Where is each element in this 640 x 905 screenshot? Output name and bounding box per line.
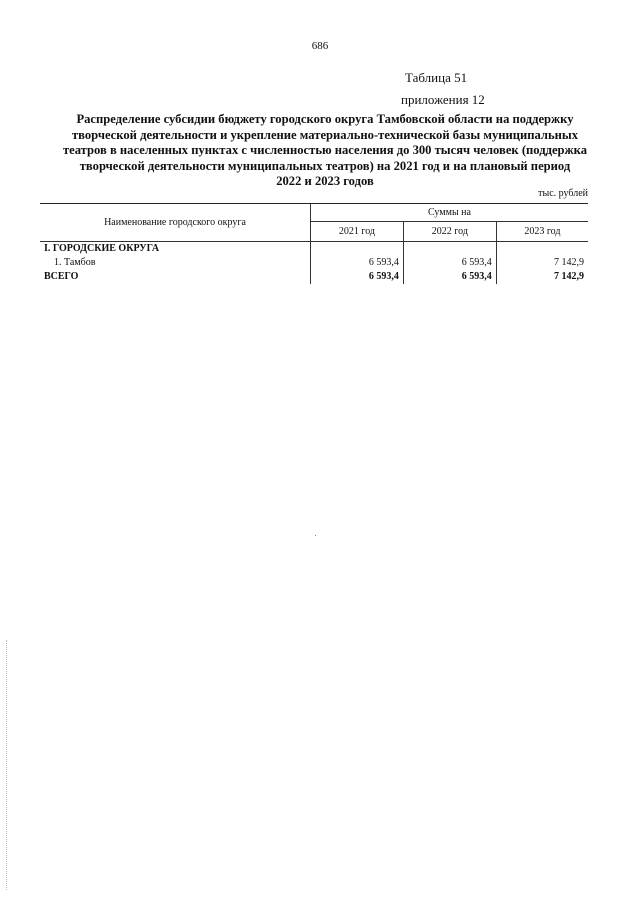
column-header-district: Наименование городского округа [40,204,311,242]
document-title [40,112,610,190]
amount-2022: 6 593,4 [403,256,496,270]
column-header-2021: 2021 год [311,222,404,242]
column-header-2022: 2022 год [403,222,496,242]
total-2021: 6 593,4 [311,270,404,284]
table-total-row [40,270,588,284]
column-group-header-amounts: Суммы на [311,204,589,222]
page-number: 686 [311,40,329,52]
title-line: театров в населенных пунктах с численностью населения до 300 тысяч человек (поддержка [62,143,588,158]
subsidy-table [40,203,588,284]
title-line: творческой деятельности муниципальных театров) на 2021 год и на плановый период [79,158,571,173]
column-header-2023: 2023 год [496,222,588,242]
table-number: Таблица 51 [405,70,468,85]
scan-edge-marks [6,640,8,890]
total-2022: 6 593,4 [403,270,496,284]
total-label: ВСЕГО [40,270,311,284]
district-name: 1. Тамбов [40,256,311,270]
amount-2023: 7 142,9 [554,257,584,268]
section-label: I. ГОРОДСКИЕ ОКРУГА [40,242,311,257]
units-label: тыс. рублей [538,188,588,199]
total-2023: 7 142,9 [554,271,584,282]
title-line: Распределение субсидии бюджету городского округа Тамбовской области на поддержку [76,112,574,126]
appendix-reference: приложения 12 [401,92,485,107]
table-row [40,256,588,270]
title-line: творческой деятельности и укрепление материально-технической базы муниципальных [71,127,579,142]
amount-2021: 6 593,4 [311,256,404,270]
title-line: 2022 и 2023 годов [276,174,374,189]
table-section-row [40,242,588,257]
scan-speck [315,535,316,536]
